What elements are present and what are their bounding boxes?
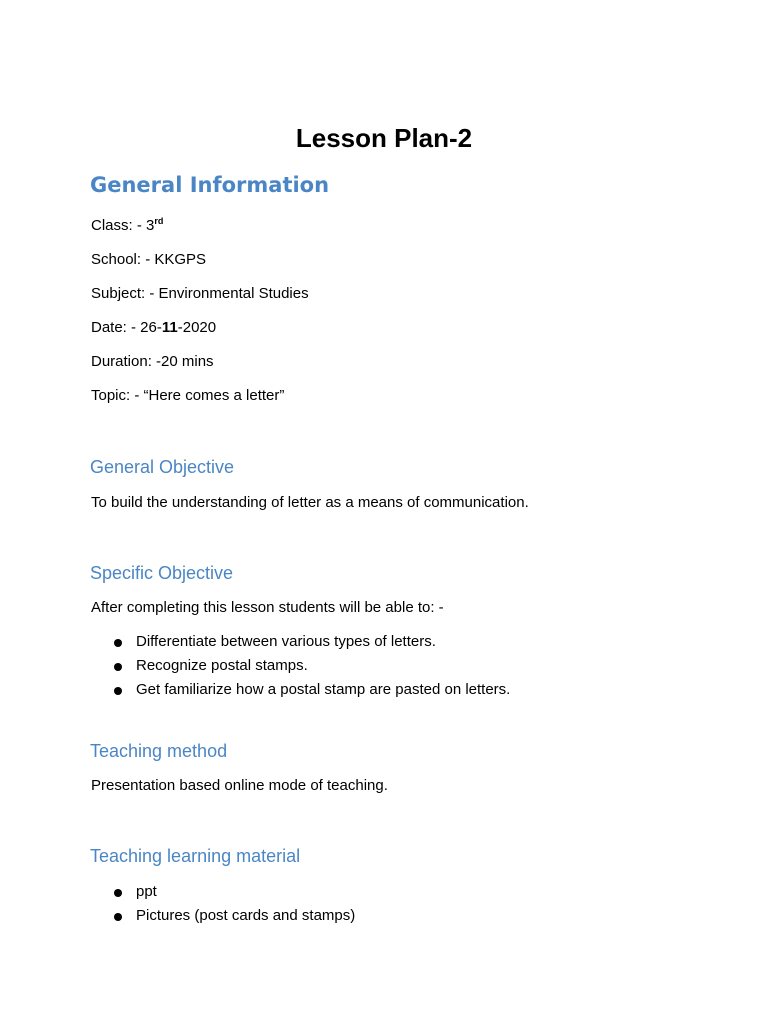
topic-line: Topic: - “Here comes a letter” (91, 387, 285, 404)
teaching-method-heading: Teaching method (90, 741, 228, 761)
school-line: School: - KKGPS (91, 251, 207, 268)
subject-line: Subject: - Environmental Studies (91, 285, 309, 302)
page-title: Lesson Plan-2 (295, 123, 473, 153)
general-objective-text: To build the understanding of letter as a means of communication. (91, 494, 529, 511)
date-suffix: -2020 (177, 319, 217, 336)
specific-objective-heading: Specific Objective (90, 563, 234, 583)
class-text: Class: - 3 (91, 217, 155, 234)
list-item-text: ppt (136, 883, 157, 900)
list-item-text: Pictures (post cards and stamps) (136, 907, 356, 924)
bullet-icon (114, 639, 122, 647)
list-item-text: Get familiarize how a postal stamp are pasted on letters. (136, 681, 511, 698)
general-information-heading: General Information (90, 173, 330, 197)
list-item-text: Recognize postal stamps. (136, 657, 308, 674)
bullet-icon (114, 687, 122, 695)
specific-objective-intro: After completing this lesson students will be able to: - (91, 599, 444, 616)
date-line (91, 318, 216, 338)
bullet-icon (114, 913, 122, 921)
bullet-icon (114, 889, 122, 897)
teaching-learning-material-heading: Teaching learning material (90, 846, 301, 866)
bullet-icon (114, 663, 122, 671)
class-line (91, 216, 163, 236)
class-superscript: rd (154, 216, 164, 226)
date-month: 11 (161, 319, 178, 336)
duration-line: Duration: -20 mins (91, 353, 214, 370)
list-item-text: Differentiate between various types of letters. (136, 633, 436, 650)
date-prefix: Date: - 26- (91, 319, 162, 336)
teaching-method-text: Presentation based online mode of teaching. (91, 777, 388, 794)
general-objective-heading: General Objective (90, 457, 235, 477)
